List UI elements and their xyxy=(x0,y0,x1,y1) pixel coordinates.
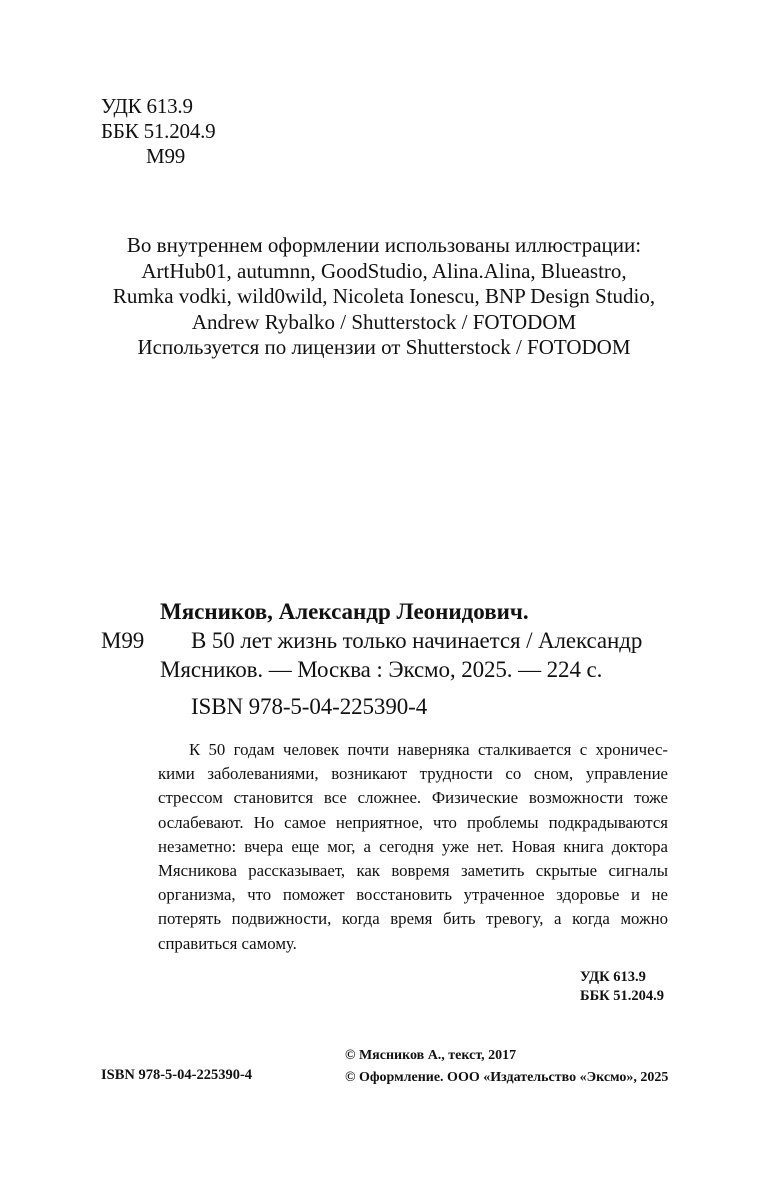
author-mark-top: М99 xyxy=(146,144,186,168)
annotation-line: ослабевают. Но самое неприятное, что проблемы подкрадываются xyxy=(158,812,668,832)
credits-line: Rumka vodki, wild0wild, Nicoleta Ionescu, BNP Design Studio, xyxy=(112,284,656,308)
bbk-code: ББК 51.204.9 xyxy=(101,119,216,143)
illustration-credits xyxy=(60,233,708,361)
author-mark: М99 xyxy=(101,628,145,653)
annotation-line: справиться самому. xyxy=(158,933,297,953)
udk-code-bottom: УДК 613.9 xyxy=(580,969,646,985)
annotation-line: Мясникова рассказывает, как вовремя заметить скрытые сигналы xyxy=(158,861,668,881)
bbk-code-bottom: ББК 51.204.9 xyxy=(580,988,665,1004)
credits-line: ArtHub01, autumnn, GoodStudio, Alina.Alina, Blueastro, xyxy=(141,258,627,283)
annotation-line: незаметно: вчера еще мог, а сегодня уже нет. Новая книга доктора xyxy=(158,836,668,856)
annotation-line: организма, что поможет восстановить утраченное здоровье и не xyxy=(158,885,668,905)
credits-line: Используется по лицензии от Shutterstock / FOTODOM xyxy=(137,335,631,359)
copyright-text: © Мясников А., текст, 2017 xyxy=(345,1048,517,1063)
author-heading: Мясников, Александр Леонидович. xyxy=(160,599,529,624)
annotation-line: К 50 годам человек почти наверняка сталкивается с хроничес- xyxy=(189,740,668,759)
isbn-main: ISBN 978-5-04-225390-4 xyxy=(191,694,428,719)
udk-code: УДК 613.9 xyxy=(101,94,193,118)
annotation-line: кими заболеваниями, возникают трудности со сном, управление xyxy=(158,764,668,784)
book-title-line1: В 50 лет жизнь только начинается / Александр xyxy=(191,628,643,653)
book-title-line2: Мясников. — Москва : Эксмо, 2025. — 224 с. xyxy=(160,657,603,682)
annotation-line: потерять подвижности, когда время бить тревогу, а когда можно xyxy=(158,909,668,929)
credits-line: Во внутреннем оформлении использованы иллюстрации: xyxy=(126,233,642,257)
annotation-line: стрессом становится все сложнее. Физические возможности тоже xyxy=(158,788,668,808)
annotation xyxy=(158,738,668,956)
credits-line: Andrew Rybalko / Shutterstock / FOTODOM xyxy=(191,309,577,334)
isbn-footer: ISBN 978-5-04-225390-4 xyxy=(101,1067,253,1083)
copyright-design: © Оформление. ООО «Издательство «Эксмо», 2025 xyxy=(345,1070,669,1085)
